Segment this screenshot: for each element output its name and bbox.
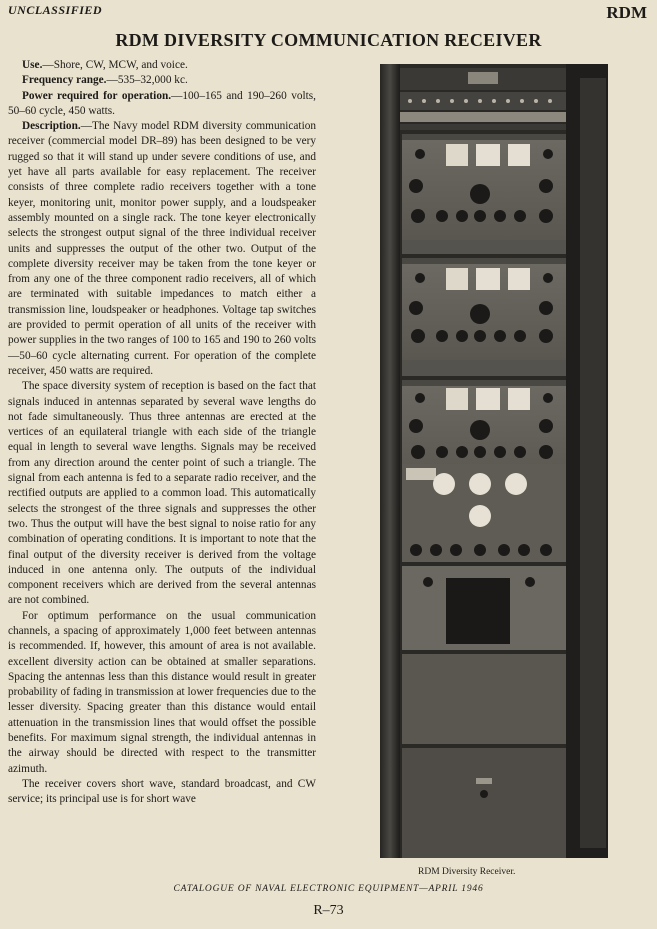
classification-header: UNCLASSIFIED <box>8 3 103 17</box>
description-label: Description. <box>22 120 81 133</box>
catalogue-footer: CATALOGUE OF NAVAL ELECTRONIC EQUIPMENT—APRIL 1946 <box>173 884 484 894</box>
spec-use <box>8 58 316 73</box>
spec-frequency <box>8 73 316 88</box>
spec-power-label: Power required for operation. <box>22 89 172 102</box>
spec-use-label: Use. <box>22 59 43 71</box>
figure-caption: RDM Diversity Receiver. <box>418 867 516 877</box>
spec-power <box>8 89 316 120</box>
description-paragraph-4: The receiver covers short wave, standard broadcast, and CW service; its principal use is for short wave <box>8 777 316 806</box>
equipment-code: RDM <box>606 3 647 22</box>
body-text <box>8 58 316 808</box>
description-paragraph-1 <box>8 119 316 379</box>
spec-frequency-label: Frequency range. <box>22 74 107 87</box>
receiver-rack-photo <box>380 64 608 858</box>
description-paragraph-3: For optimum performance on the usual communication channels, a spacing of approximately 1,000 feet between antennas is recommended. If, however, this amount of area is not available. excellent diversity action can be obtained at smaller separations. Spacing the antennas less than this distance would result in greater probability of fading in transmission at lower frequencies due to the lesser diversity. Spacing greater than this distance would entail attenuation in the transmission lines that would offset the possible benefits. For maximum signal strength, the individual antennas in the airway should be directed with respect to the transmitter azimuth. <box>8 609 316 775</box>
page-number: R–73 <box>313 903 344 918</box>
page-title: RDM DIVERSITY COMMUNICATION RECEIVER <box>115 30 542 50</box>
description-text-1: —The Navy model RDM diversity communication receiver (commercial model DR–89) has been designed to be very rugged so that it will stand up under severe conditions of use, and yet have all parts available for easy replacement. The receiver consists of three complete radio receivers together with a tone keyer, monitoring unit, monitor power supply, and a loudspeaker assembly mounted on a single rack. The tone keyer electronically selects the strongest output signal of the three individual receiver units and suppresses the output of the other two. Output of the complete diversity receiver may be taken from the tone keyer or from any one of the three component radio receivers, all of which are terminated with suitable impedances to match either a transmission line, loudspeaker or headphones. Voltage tap switches are provided to permit operation of all units of the receiver with power supplies in the two ranges of 100 to 165 and 190 to 260 volts—50–60 cycle alternating current. For operation of the complete receiver, 450 watts are required. <box>8 120 316 377</box>
spec-power-value: —100–165 and 190–260 volts, 50–60 cycle, 450 watts. <box>8 89 316 117</box>
spec-frequency-value: —535–32,000 kc. <box>106 74 188 87</box>
spec-use-value: —Shore, CW, MCW, and voice. <box>42 59 188 71</box>
description-paragraph-2: The space diversity system of reception is based on the fact that signals induced in antennas separated by several wave lengths do not fade simultaneously. Thus three antennas are erected at the vertices of an equilateral triangle with each side of the triangle equal in length to several wave lengths. Signals may be received from any direction around the center point of such a triangle. The signal from each antenna is fed to a separate radio receiver, and the rectified outputs are applied to a common load. This automatically selects the strongest of the three signals and suppresses the other two. Thus the output will have the best signal to noise ratio for any combination of operating conditions. It is important to note that the final output of the diversity receiver is derived from the voltage induced in one antenna only. The outputs of the individual component receivers which are derived from the several antennas are not combined. <box>8 380 316 607</box>
